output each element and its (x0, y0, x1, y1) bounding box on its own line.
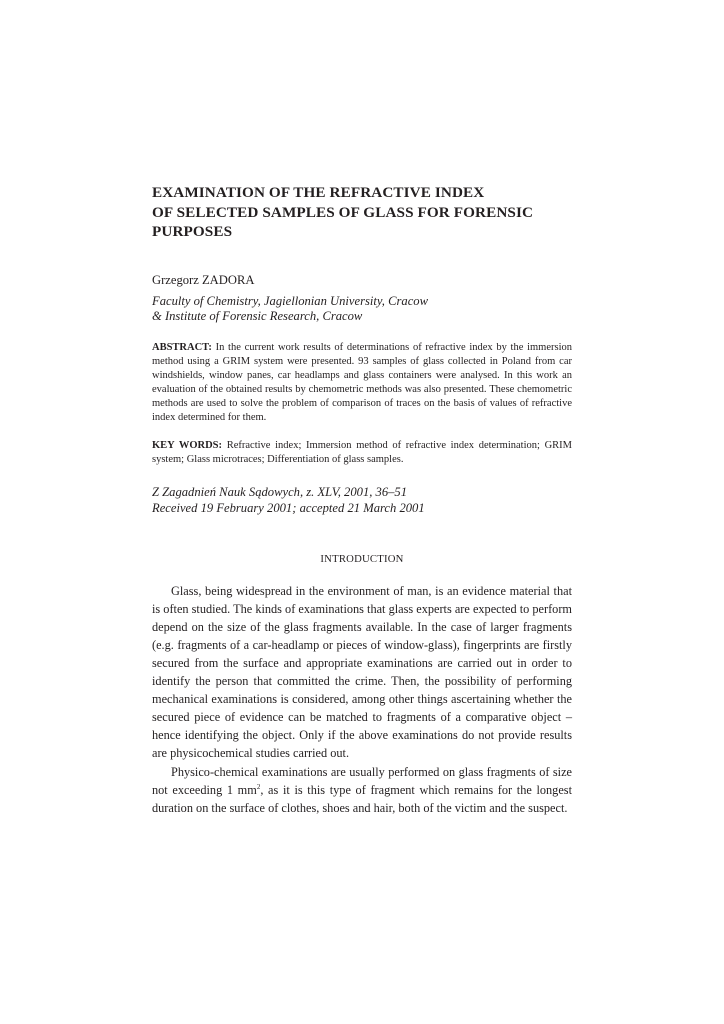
abstract-text: In the current work results of determinations of refractive index by the immersion method using a GRIM system were presented. 93 samples of glass collected in Poland from car windshields, window panes, car headlamps and glass containers were analysed. In this work an evaluation of the obtained results by chemometric methods was also presented. These chemometric methods are used to solve the problem of comparison of traces on the basis of values of refractive index determined for them. (152, 341, 572, 424)
paragraph-2-end: , as it is this type of fragment which remains for the longest duration on the surface of clothes, shoes and hair, both of the victim and the suspect. (152, 782, 572, 815)
title-line-1: EXAMINATION OF THE REFRACTIVE INDEX (152, 184, 485, 201)
article-page (152, 183, 572, 817)
paragraph-2-start: Physico-chemical examinations are usually performed on glass fragments of size not exceeding 1 mm (152, 764, 572, 797)
title-line-2: OF SELECTED SAMPLES OF GLASS FOR FORENSIC (152, 203, 534, 221)
introduction-body (152, 582, 572, 817)
affiliation-line-2: & Institute of Forensic Research, Cracow (152, 309, 363, 324)
citation (152, 485, 572, 516)
section-heading-introduction: INTRODUCTION (320, 552, 404, 565)
keywords-label: KEY WORDS: (152, 440, 223, 452)
article-title (152, 183, 572, 242)
paragraph-2 (152, 763, 572, 817)
paragraph-1: Glass, being widespread in the environment of man, is an evidence material that is often studied. The kinds of examinations that glass experts are expected to perform depend on the size of the glass fragments available. In the case of larger fragments (e.g. fragments of a car-headlamp or pieces of window-glass), fingerprints are firstly secured from the surface and appropriate examinations are carried out in order to identify the person that committed the crime. Then, the possibility of performing mechanical examinations is considered, among other things ascertaining whether the secured piece of evidence can be matched to fragments of a comparative object – hence identifying the object. Only if the above examinations do not provide results are physicochemical studies carried out. (152, 583, 572, 761)
keywords (152, 439, 572, 467)
citation-dates: Received 19 February 2001; accepted 21 March 2001 (152, 501, 425, 516)
title-line-3: PURPOSES (152, 223, 233, 240)
abstract-label: ABSTRACT: (152, 341, 212, 353)
author-name: Grzegorz ZADORA (152, 272, 255, 287)
author-affiliation (152, 294, 572, 325)
citation-journal: Z Zagadnień Nauk Sądowych, z. XLV, 2001, 36–51 (152, 485, 408, 500)
affiliation-line-1: Faculty of Chemistry, Jagiellonian University, Cracow (152, 293, 428, 308)
keywords-text: Refractive index; Immersion method of refractive index determination; GRIM system; Glass microtraces; Differentiation of glass samples. (152, 440, 573, 466)
abstract (152, 341, 572, 426)
superscript-2: 2 (256, 782, 261, 791)
